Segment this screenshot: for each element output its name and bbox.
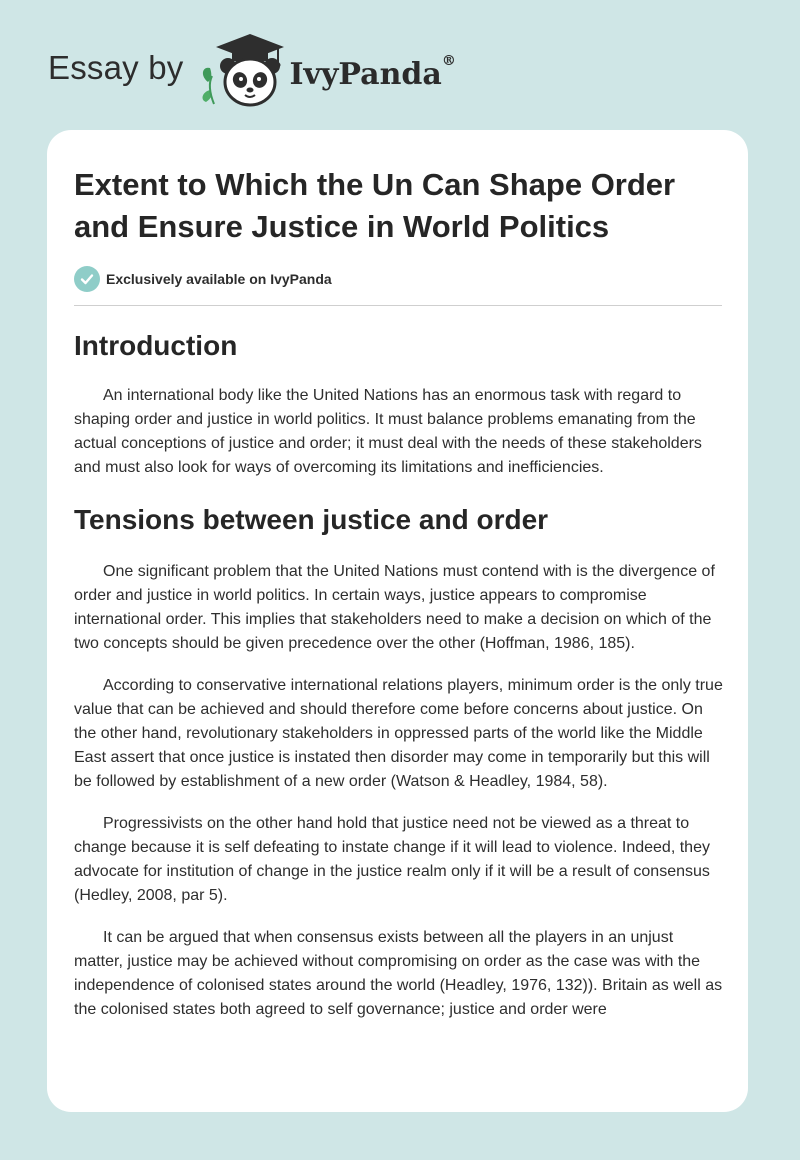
check-icon	[74, 266, 100, 292]
panda-graduate-icon[interactable]	[198, 30, 290, 110]
paragraph: It can be argued that when consensus exists between all the players in an unjust matter, justice may be achieved without compromising on order as the case was with the independence of colonised states around the world (Headley, 1976, 132)). Britain as well as the colonised states both agreed to self governance; justice and order were	[74, 929, 723, 1018]
brand-name[interactable]	[289, 52, 456, 92]
site-header	[48, 30, 456, 110]
paragraph: One significant problem that the United Nations must contend with is the divergence of order and justice in world politics. In certain ways, justice appears to compromise international order. This implies that stakeholders need to make a decision on which of the two concepts should be given precedence over the other (Hoffman, 1986, 185).	[74, 563, 715, 652]
section-heading-introduction: Introduction	[74, 330, 238, 361]
brand-text: IvyPanda	[289, 56, 442, 92]
divider	[74, 305, 722, 306]
paragraph: According to conservative international relations players, minimum order is the only true value that can be achieved and should therefore come before concerns about justice. On the other hand, revolutionary stakeholders in oppressed parts of the world like the Middle East assert that once justice is instated then disorder may come in temporarily but this will be followed by establishment of a new order (Watson & Headley, 1984, 58).	[74, 677, 723, 790]
paragraph: Progressivists on the other hand hold that justice need not be viewed as a threat to change because it is self defeating to instate change if it will lead to violence. Indeed, they advocate for institution of change in the justice realm only if it will be a result of consensus (Hedley, 2008, par 5).	[74, 815, 710, 904]
badge-text: Exclusively available on IvyPanda	[106, 271, 332, 287]
article-title: Extent to Which the Un Can Shape Order and Ensure Justice in World Politics	[74, 167, 676, 244]
article-card	[47, 130, 748, 1112]
section-heading-tensions: Tensions between justice and order	[74, 504, 549, 535]
registered-mark: ®	[441, 52, 456, 69]
exclusive-badge	[74, 266, 724, 292]
paragraph: An international body like the United Nations has an enormous task with regard to shaping order and justice in world politics. It must balance problems emanating from the actual conceptions of justice and order; it must deal with the needs of these stakeholders and must also look for ways of overcoming its limitations and inefficiencies.	[74, 387, 702, 476]
essay-by-label: Essay by	[48, 49, 184, 86]
article-content	[74, 164, 724, 1022]
